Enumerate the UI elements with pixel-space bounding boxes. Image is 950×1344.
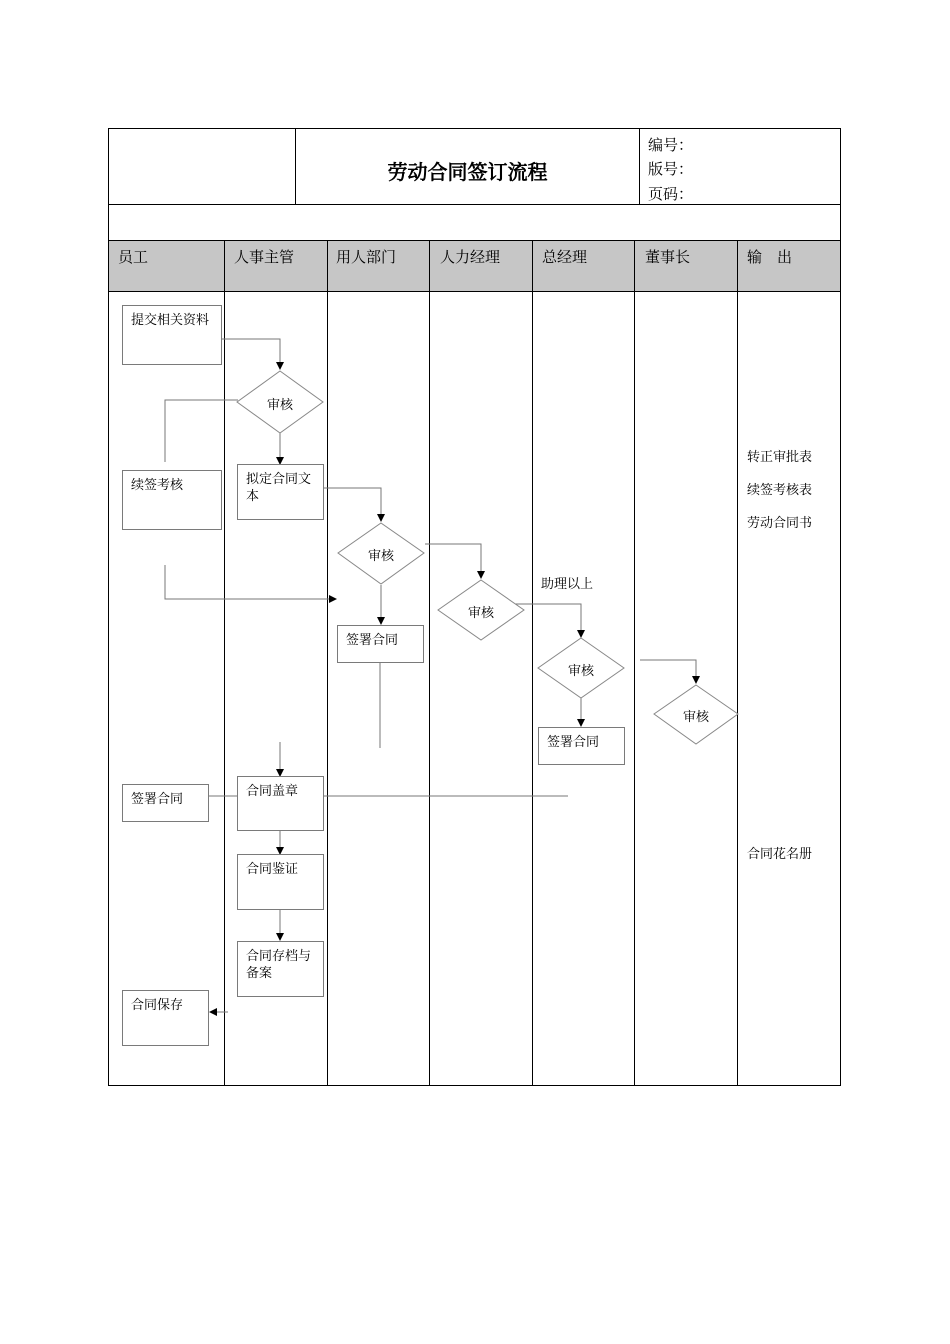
connector <box>323 488 381 521</box>
step-renew-assessment: 续签考核 <box>122 470 222 530</box>
step-gm-sign: 签署合同 <box>538 727 625 765</box>
output-item: 合同花名册 <box>747 847 813 862</box>
version-label: 版号： <box>648 160 694 178</box>
connector <box>425 544 481 578</box>
lane-hr-manager: 人力经理 <box>440 248 501 266</box>
connector <box>165 400 238 462</box>
decision-review-dept: 审核 <box>367 549 394 564</box>
step-keep-contract: 合同保存 <box>122 990 209 1046</box>
step-employee-sign: 签署合同 <box>122 784 209 822</box>
step-verify-contract: 合同鉴证 <box>237 854 324 910</box>
step-seal-contract: 合同盖章 <box>237 776 324 831</box>
lane-chairman: 董事长 <box>645 248 691 266</box>
output-item: 续签考核表 <box>747 483 813 498</box>
decision-review-chairman: 审核 <box>682 710 709 725</box>
note-assistant-level: 助理以上 <box>541 577 594 592</box>
connector <box>222 339 280 369</box>
decision-review-hr-manager: 审核 <box>467 606 494 621</box>
page-title: 劳动合同签订流程 <box>387 160 548 184</box>
step-draft-contract: 拟定合同文本 <box>237 464 324 520</box>
connector <box>640 660 696 683</box>
page-label: 页码： <box>648 185 694 203</box>
lane-output: 输 出 <box>747 248 793 266</box>
step-archive-contract: 合同存档与备案 <box>237 941 324 997</box>
decision-review-hr: 审核 <box>266 398 293 413</box>
output-item: 转正审批表 <box>747 450 813 465</box>
output-item: 劳动合同书 <box>747 516 813 531</box>
lane-department: 用人部门 <box>336 248 397 266</box>
lane-employee: 员工 <box>118 248 149 266</box>
lane-hr-supervisor: 人事主管 <box>234 248 295 266</box>
decision-review-gm: 审核 <box>567 664 594 679</box>
step-submit-docs: 提交相关资料 <box>122 305 222 365</box>
doc-number-label: 编号： <box>648 136 694 154</box>
connector <box>165 565 336 599</box>
step-dept-sign: 签署合同 <box>337 625 424 663</box>
lane-general-manager: 总经理 <box>542 248 588 266</box>
